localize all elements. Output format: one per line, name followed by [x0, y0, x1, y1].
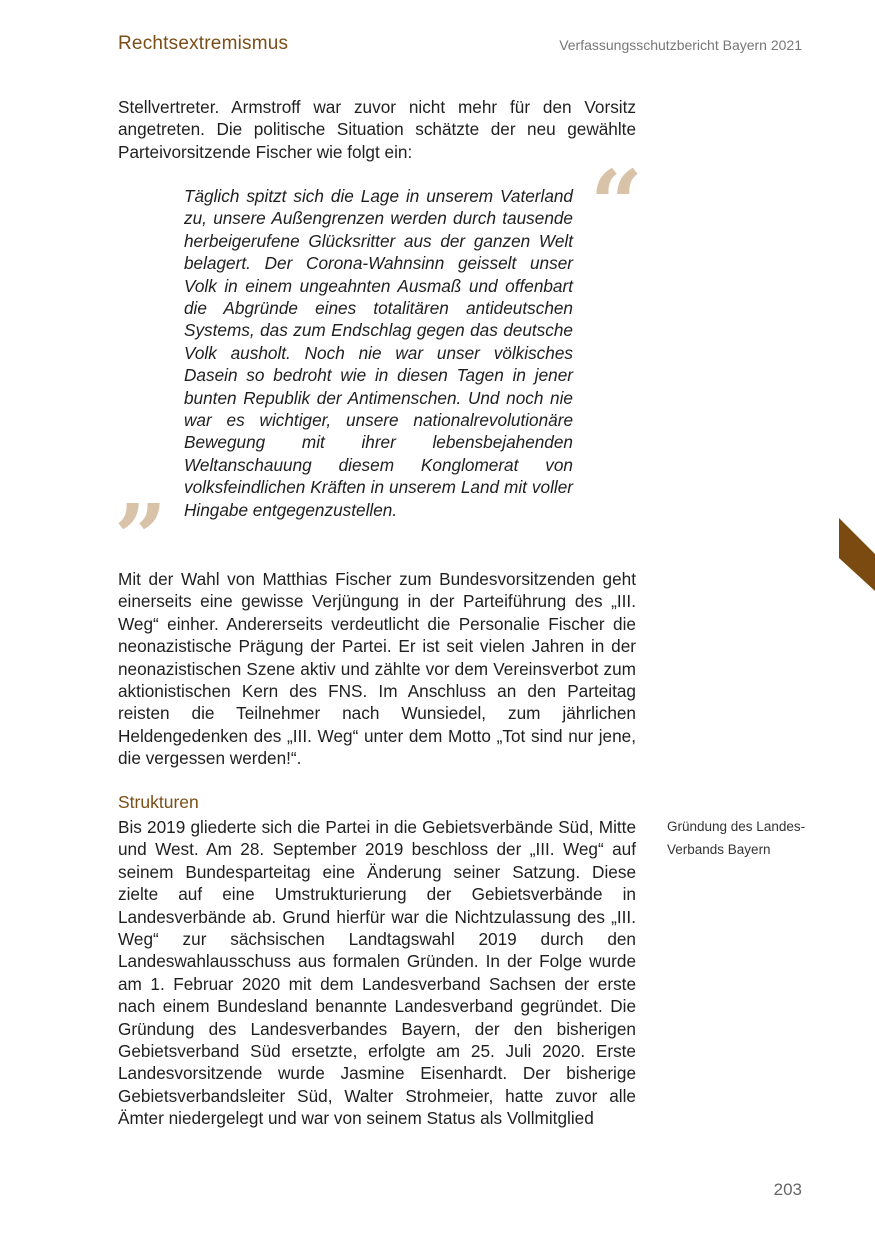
section-heading-strukturen: Strukturen: [118, 792, 199, 812]
page-number: 203: [773, 1180, 802, 1199]
block-quote: Täglich spitzt sich die Lage in unserem Vaterland zu, unsere Außengrenzen werden durch tausende herbeigerufene Glücksritter aus der ganzen Welt belagert. Der Corona-Wahnsinn geisselt unser Volk in einem ungeahnten Ausmaß und offenbart die Abgründe eines totalitären antideutschen Systems, das zum Endschlag gegen das deutsche Volk ausholt. Noch nie war unser völkisches Dasein so bedroht wie in diesen Tagen in jener bunten Republik der Antimenschen. Und noch nie war es wichtiger, unsere nationalrevolutionäre Bewegung mit ihrer lebensbejahenden Weltanschauung diesem Konglomerat von volksfeindlichen Kräften in unserem Land mit voller Hingabe entgegenzustellen.: [184, 186, 573, 520]
closing-quote-mark-icon: ”: [114, 484, 167, 592]
paragraph-intro: Stellvertreter. Armstroff war zuvor nicht mehr für den Vorsitz angetreten. Die politische Situation schätzte der neu gewählte Parteivorsitzende Fischer wie folgt ein:: [118, 97, 636, 162]
chapter-tab-marker-icon: [839, 518, 875, 591]
running-header-publication: Verfassungsschutzbericht Bayern 2021: [559, 37, 802, 53]
paragraph-fischer: Mit der Wahl von Matthias Fischer zum Bundesvorsitzenden geht einerseits eine gewisse Verjüngung in der Parteiführung des „III. Weg“ einher. Andererseits verdeutlicht die Personalie Fischer die neonazistische Prägung der Partei. Er ist seit vielen Jahren in der neonazistischen Szene aktiv und zählte vor dem Vereinsverbot zum aktionistischen Kern des FNS. Im Anschluss an den Parteitag reisten die Teilnehmer nach Wunsiedel, zum jährlichen Heldengedenken des „III. Weg“ unter dem Motto „Tot sind nur jene, die vergessen werden!“.: [118, 569, 636, 769]
paragraph-strukturen: Bis 2019 gliederte sich die Partei in die Gebietsverbände Süd, Mitte und West. Am 28. September 2019 beschloss der „III. Weg“ auf seinem Bundesparteitag eine Änderung seiner Satzung. Diese zielte auf eine Umstrukturierung der Gebietsverbände in Landesverbände ab. Grund hierfür war die Nichtzulassung des „III. Weg“ zur sächsischen Landtagswahl 2019 durch den Landeswahlausschuss aus formalen Gründen. In der Folge wurde am 1. Februar 2020 mit dem Landesverband Sachsen der erste nach einem Bundesland benannte Landesverband gegründet. Die Gründung des Landesverbandes Bayern, der den bisherigen Gebietsverband Süd ersetzte, erfolgte am 25. Juli 2020. Erste Landesvorsitzende wurde Jasmine Eisenhardt. Der bisherige Gebietsverbandsleiter Süd, Walter Strohmeier, hatte zuvor alle Ämter niedergelegt und war von seinem Status als Vollmitglied: [118, 817, 636, 1129]
opening-quote-mark-icon: “: [590, 150, 643, 258]
running-header-section: Rechtsextremismus: [118, 33, 289, 54]
marginal-note: Gründung des Landes-Verbands Bayern: [667, 819, 806, 857]
